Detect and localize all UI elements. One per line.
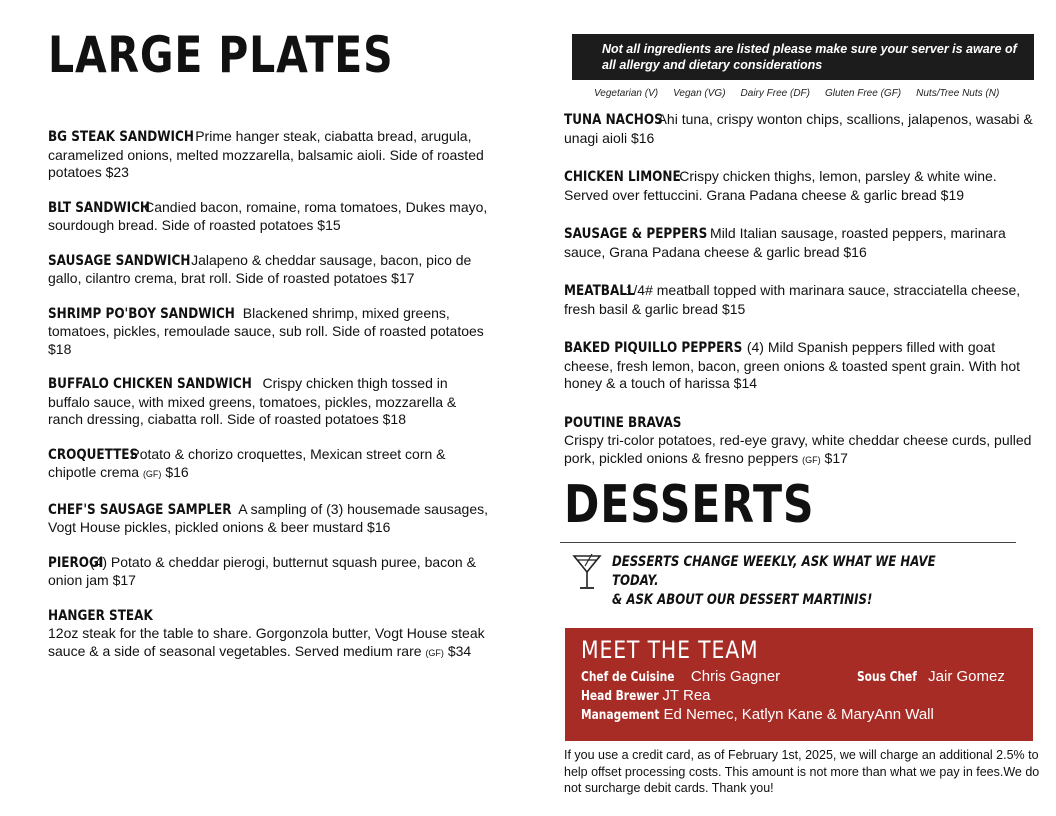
legend-item: Vegetarian (V) (594, 88, 659, 99)
large-plates-section (48, 28, 488, 679)
team-role: Chef de Cuisine (581, 670, 675, 686)
menu-item (48, 501, 488, 537)
team-row (581, 687, 1017, 706)
item-desc: Crispy tri-color potatoes, red-eye gravy, white cheddar cheese curds, pulled pork, pickled onions & fresno peppers (564, 432, 1032, 466)
team-member: JT Rea (662, 687, 711, 705)
plates-list (564, 111, 1036, 469)
menu-item (48, 128, 488, 182)
item-desc: Ahi tuna, crispy wonton chips, scallions, jalapenos, wasabi & unagi aioli $16 (564, 111, 1033, 146)
dessert-note (564, 553, 1036, 610)
menu-item (564, 225, 1036, 261)
menu-item (48, 607, 488, 663)
large-plates-list (48, 128, 488, 662)
team-role: Management (581, 708, 660, 724)
item-desc: A sampling of (3) housemade sausages, Vogt House pickles, pickled onions & beer mustard $16 (48, 500, 488, 535)
item-desc: (4) Mild Spanish peppers filled with goat cheese, fresh lemon, bacon, green onions & toasted spent grain. With hot honey & a touch of harissa $14 (564, 339, 1021, 391)
item-desc: Potato & chorizo croquettes, Mexican street corn & chipotle crema (48, 445, 446, 480)
item-name: BLT SANDWICH (48, 199, 151, 216)
allergy-notice: Not all ingredients are listed please make sure your server is aware of all allergy and dietary considerations (572, 34, 1034, 80)
item-desc: Jalapeno & cheddar sausage, bacon, pico de gallo, cilantro crema, brat roll. Side of roasted potatoes $17 (48, 251, 472, 286)
dietary-tag: (GF) (142, 469, 162, 479)
menu-item (48, 554, 488, 590)
item-desc: Crispy chicken thighs, lemon, parsley & white wine. Served over fettuccini. Grana Padana cheese & garlic bread $19 (564, 168, 997, 203)
item-name: TUNA NACHOS (564, 112, 663, 128)
item-desc: Candied bacon, romaine, roma tomatoes, Dukes mayo, sourdough bread. Side of roasted potatoes $15 (48, 198, 488, 233)
team-row (581, 668, 1017, 687)
martini-glass-icon (572, 553, 602, 591)
dessert-line-1: DESSERTS CHANGE WEEKLY, ASK WHAT WE HAVE TODAY. (612, 554, 936, 590)
item-name: POUTINE BRAVAS (564, 414, 682, 431)
desserts-title: DESSERTS (564, 475, 815, 535)
item-desc: Blackened shrimp, mixed greens, tomatoes, pickles, remoulade sauce, sub roll. Side of roasted potatoes $18 (48, 304, 484, 357)
team-row (581, 706, 1017, 725)
meet-the-team-panel (565, 628, 1033, 741)
menu-item (564, 282, 1036, 318)
team-role: Sous Chef (857, 670, 917, 686)
team-member: Chris Gagner (690, 668, 781, 686)
item-desc: Prime hanger steak, ciabatta bread, arugula, caramelized onions, melted mozzarella, balsamic aioli. Side of roasted potatoes $23 (48, 128, 484, 180)
item-desc: 12oz steak for the table to share. Gorgonzola butter, Vogt House steak sauce & a side of seasonal vegetables. Served medium rare (48, 625, 485, 659)
menu-item (48, 199, 488, 235)
menu-item (48, 305, 488, 359)
menu-item (48, 446, 488, 484)
item-desc: Mild Italian sausage, roasted peppers, marinara sauce, Grana Padana cheese & garlic bread $16 (564, 225, 1006, 260)
item-desc: 1/4# meatball topped with marinara sauce, stracciatella cheese, fresh basil & garlic bread $15 (564, 282, 1021, 317)
credit-card-notice: If you use a credit card, as of February 1st, 2025, we will charge an additional 2.5% to help offset processing costs. This amount is not more than what we pay in fees.We do not surcharge debit cards. Thank you! (564, 748, 1040, 796)
item-name: SHRIMP PO'BOY SANDWICH (48, 305, 235, 322)
team-member: Jair Gomez (928, 668, 1005, 686)
legend-item: Gluten Free (GF) (825, 88, 902, 99)
item-name: PIEROGI (48, 554, 104, 571)
right-column (564, 34, 1040, 797)
dietary-tag: (GF) (425, 647, 444, 658)
item-name: SAUSAGE SANDWICH (48, 252, 191, 269)
menu-item (564, 339, 1036, 393)
team-role: Head Brewer (581, 689, 659, 705)
team-title: MEET THE TEAM (581, 636, 759, 665)
item-price: $17 (824, 449, 848, 466)
large-plates-title: LARGE PLATES (48, 26, 394, 84)
item-name: BG STEAK SANDWICH (48, 129, 194, 145)
item-desc: (4) Potato & cheddar pierogi, butternut squash puree, bacon & onion jam $17 (48, 553, 476, 588)
menu-item (48, 252, 488, 288)
item-name: CHEF'S SAUSAGE SAMPLER (48, 501, 232, 518)
dessert-line-2: & ASK ABOUT OUR DESSERT MARTINIS! (612, 592, 873, 609)
item-desc: Crispy chicken thigh tossed in buffalo sauce, with mixed greens, tomatoes, pickles, mozzarella & ranch dressing, ciabatta roll. Side of roasted potatoes $18 (48, 375, 457, 427)
item-name: SAUSAGE & PEPPERS (564, 226, 708, 242)
legend-item: Dairy Free (DF) (740, 88, 810, 99)
item-price: $16 (165, 464, 189, 480)
section-divider (560, 542, 1016, 543)
item-name: HANGER STEAK (48, 607, 153, 624)
item-name: BAKED PIQUILLO PEPPERS (564, 340, 743, 356)
legend-item: Nuts/Tree Nuts (N) (916, 88, 1000, 99)
item-name: BUFFALO CHICKEN SANDWICH (48, 376, 252, 392)
item-name: CHICKEN LIMONE (564, 169, 681, 185)
item-name: MEATBALL (564, 283, 635, 299)
dietary-tag: (GF) (802, 454, 821, 465)
team-member: Ed Nemec, Katlyn Kane & MaryAnn Wall (663, 706, 934, 724)
item-name: CROQUETTES (48, 446, 139, 463)
menu-item (564, 111, 1036, 147)
menu-item (564, 414, 1036, 470)
dessert-text (612, 553, 968, 610)
item-price: $34 (447, 642, 472, 659)
legend-item: Vegan (VG) (673, 88, 726, 99)
menu-item (564, 168, 1036, 204)
menu-item (48, 375, 488, 429)
dietary-legend (594, 88, 1036, 99)
